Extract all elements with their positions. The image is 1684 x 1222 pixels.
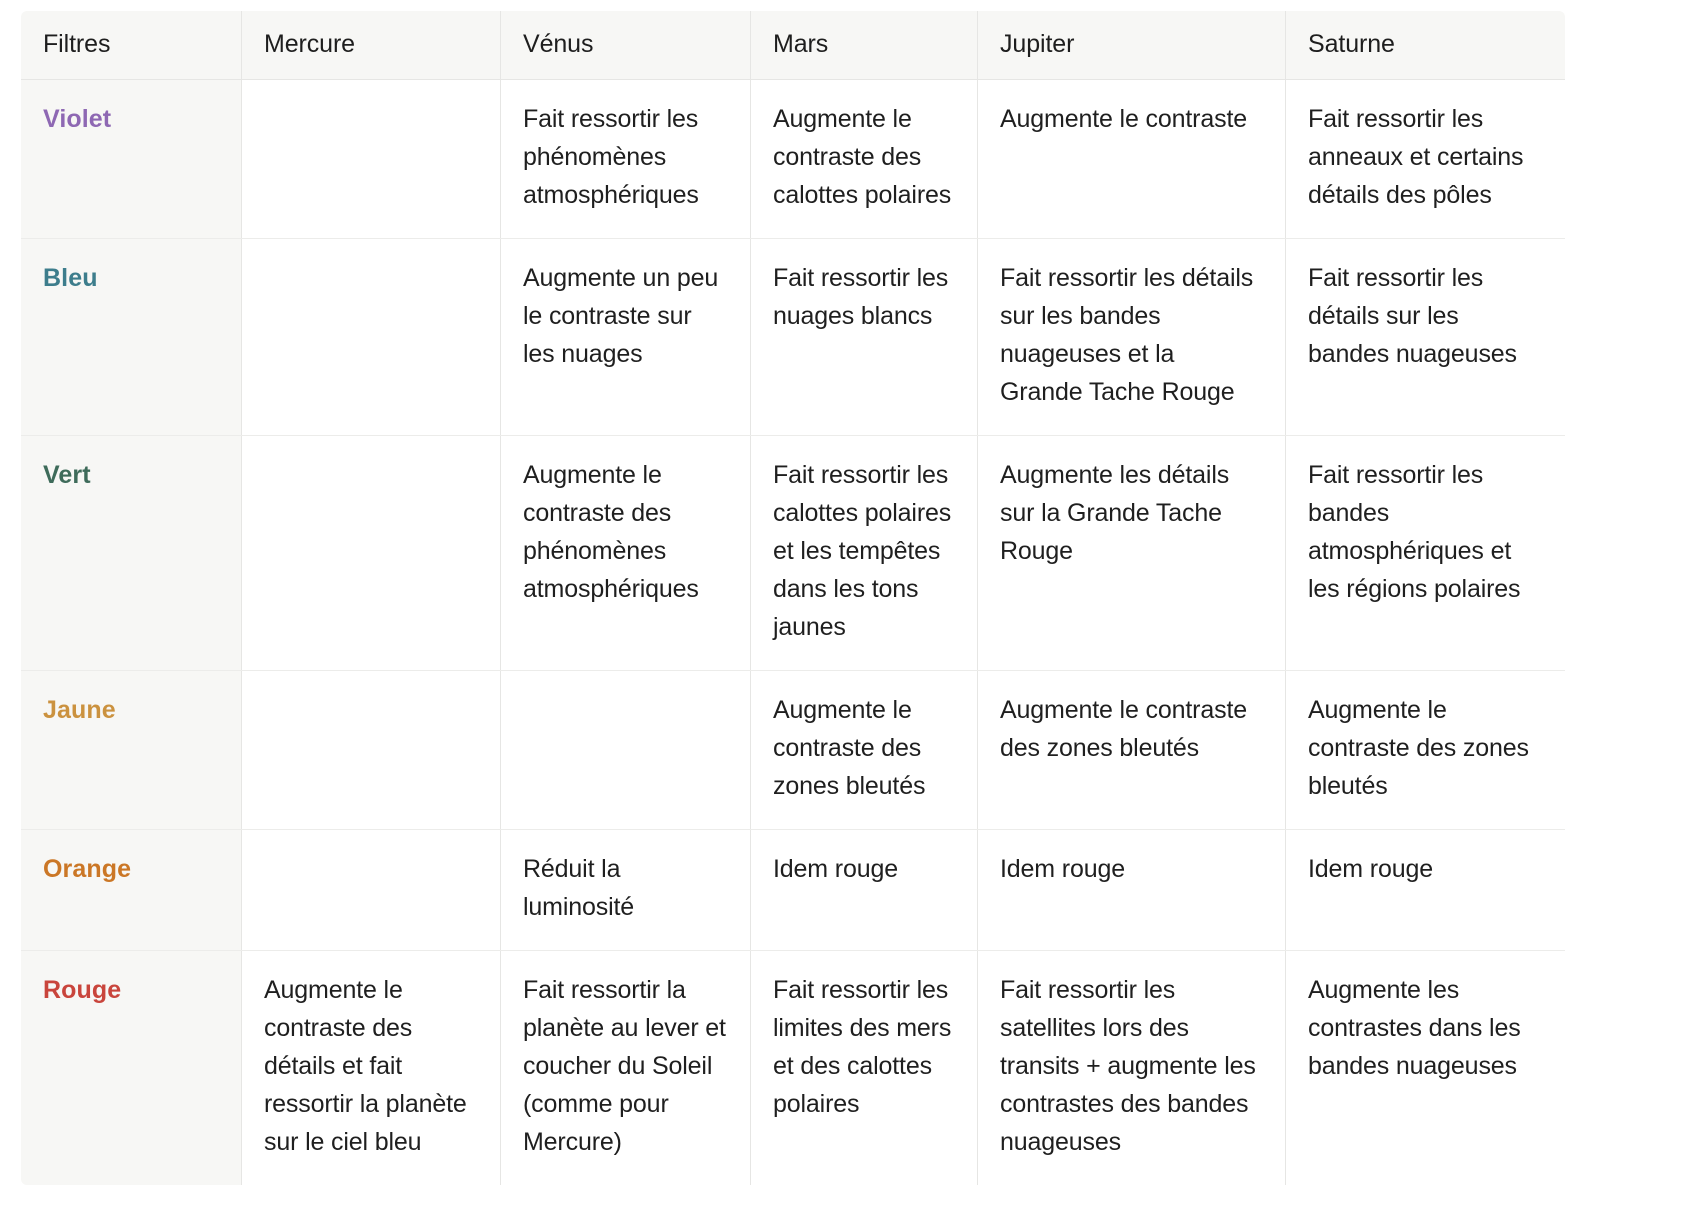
cell-mars: Augmente le contraste des zones bleutés [751, 671, 978, 830]
table-row [21, 671, 1566, 830]
filter-name-bleu: Bleu [43, 264, 98, 292]
filter-label-cell [21, 830, 242, 951]
cell-mercure [242, 830, 501, 951]
cell-jupiter: Fait ressortir les satellites lors des transits + augmente les contrastes des bandes nuageuses [978, 951, 1286, 1186]
cell-mercure: Augmente le contraste des détails et fait ressortir la planète sur le ciel bleu [242, 951, 501, 1186]
table-row [21, 951, 1566, 1186]
cell-venus: Fait ressortir la planète au lever et coucher du Soleil (comme pour Mercure) [501, 951, 751, 1186]
cell-jupiter: Augmente le contraste [978, 80, 1286, 239]
cell-saturne: Idem rouge [1286, 830, 1566, 951]
planetary-filters-table [20, 10, 1566, 1186]
cell-jupiter: Idem rouge [978, 830, 1286, 951]
cell-saturne: Augmente le contraste des zones bleutés [1286, 671, 1566, 830]
table-header [21, 11, 1566, 80]
cell-saturne: Fait ressortir les détails sur les bandes nuageuses [1286, 239, 1566, 436]
filter-name-orange: Orange [43, 855, 132, 883]
cell-venus: Augmente un peu le contraste sur les nuages [501, 239, 751, 436]
cell-saturne: Fait ressortir les bandes atmosphériques et les régions polaires [1286, 436, 1566, 671]
cell-jupiter: Augmente le contraste des zones bleutés [978, 671, 1286, 830]
table-row [21, 830, 1566, 951]
column-header-filtres: Filtres [21, 11, 242, 80]
cell-venus: Augmente le contraste des phénomènes atmosphériques [501, 436, 751, 671]
filter-name-vert: Vert [43, 461, 91, 489]
table-row [21, 80, 1566, 239]
filter-label-cell [21, 436, 242, 671]
cell-mars: Fait ressortir les nuages blancs [751, 239, 978, 436]
filter-name-jaune: Jaune [43, 696, 116, 724]
cell-mars: Idem rouge [751, 830, 978, 951]
column-header-mercure: Mercure [242, 11, 501, 80]
table-header-row [21, 11, 1566, 80]
cell-venus: Réduit la luminosité [501, 830, 751, 951]
column-header-mars: Mars [751, 11, 978, 80]
column-header-jupiter: Jupiter [978, 11, 1286, 80]
table-row [21, 436, 1566, 671]
table-body [21, 80, 1566, 1186]
cell-venus: Fait ressortir les phénomènes atmosphériques [501, 80, 751, 239]
cell-mars: Fait ressortir les calottes polaires et les tempêtes dans les tons jaunes [751, 436, 978, 671]
cell-venus [501, 671, 751, 830]
cell-mercure [242, 80, 501, 239]
cell-mars: Augmente le contraste des calottes polaires [751, 80, 978, 239]
cell-mercure [242, 239, 501, 436]
filter-label-cell [21, 80, 242, 239]
filter-name-violet: Violet [43, 105, 112, 133]
cell-jupiter: Fait ressortir les détails sur les bandes nuageuses et la Grande Tache Rouge [978, 239, 1286, 436]
cell-saturne: Fait ressortir les anneaux et certains détails des pôles [1286, 80, 1566, 239]
filter-label-cell [21, 951, 242, 1186]
cell-saturne: Augmente les contrastes dans les bandes nuageuses [1286, 951, 1566, 1186]
filter-label-cell [21, 239, 242, 436]
cell-jupiter: Augmente les détails sur la Grande Tache Rouge [978, 436, 1286, 671]
filter-name-rouge: Rouge [43, 976, 122, 1004]
table-row [21, 239, 1566, 436]
cell-mars: Fait ressortir les limites des mers et des calottes polaires [751, 951, 978, 1186]
filter-label-cell [21, 671, 242, 830]
column-header-venus: Vénus [501, 11, 751, 80]
cell-mercure [242, 436, 501, 671]
cell-mercure [242, 671, 501, 830]
column-header-saturne: Saturne [1286, 11, 1566, 80]
